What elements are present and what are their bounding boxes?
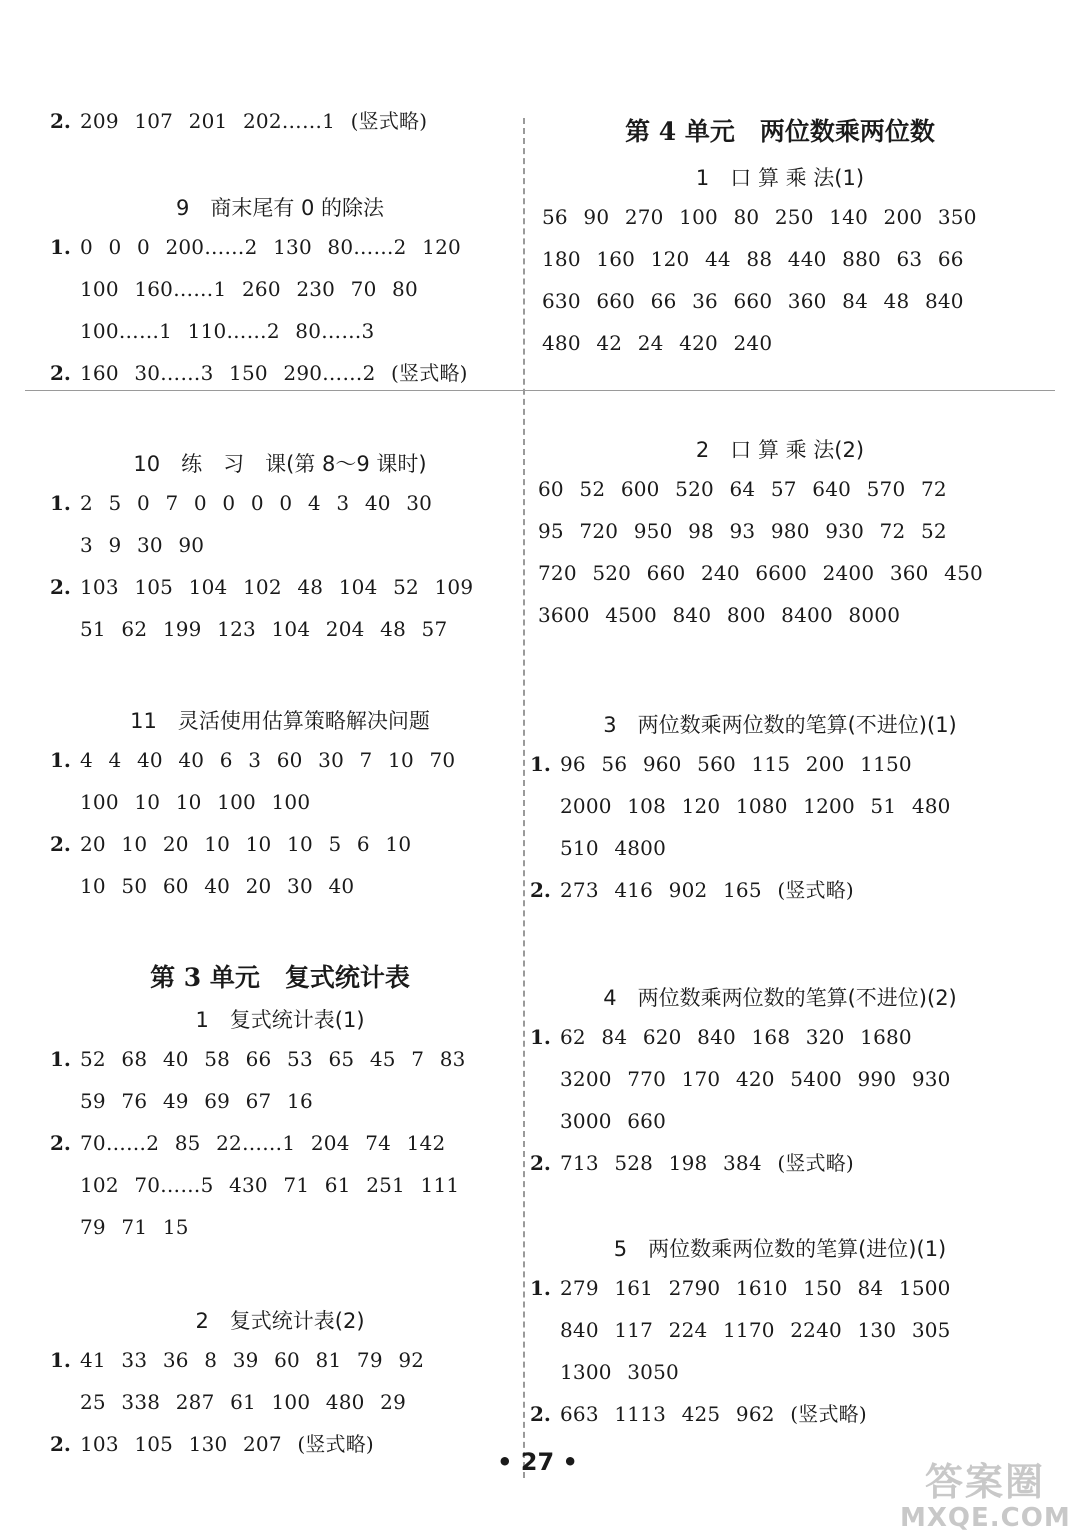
answer-line: 79 71 15 — [80, 1215, 189, 1239]
problem-2 — [50, 566, 510, 650]
answer-line: 510 4800 — [560, 836, 667, 860]
problem-number: 2. — [50, 575, 71, 599]
problem-number: 2. — [530, 878, 551, 902]
unit-4-section-3 — [530, 707, 1030, 911]
section-title: 2 复式统计表(2) — [195, 1309, 365, 1333]
problem-2 — [530, 1142, 1030, 1184]
problem-1 — [50, 1038, 510, 1122]
section-title: 1 口 算 乘 法(1) — [695, 166, 865, 190]
answer-line: 3600 4500 840 800 8400 8000 — [538, 603, 901, 627]
problem-number: 1. — [50, 491, 71, 515]
unit-title: 第 3 单元 复式统计表 — [150, 963, 410, 992]
section-title: 10 练 习 课(第 8～9 课时) — [133, 452, 427, 476]
answer-line: 100 10 10 100 100 — [80, 790, 311, 814]
answer-line: 180 160 120 44 88 440 880 63 66 — [542, 247, 964, 271]
section-9 — [50, 190, 510, 394]
section-11 — [50, 703, 510, 907]
answer-line: 95 720 950 98 93 980 930 72 52 — [538, 519, 947, 543]
unit-title: 第 4 单元 两位数乘两位数 — [625, 117, 935, 146]
problem-2 — [50, 823, 510, 907]
section-title: 1 复式统计表(1) — [195, 1008, 365, 1032]
answer-line: 209 107 201 202……1 (竖式略) — [80, 109, 428, 133]
unit-4-section-5 — [530, 1231, 1030, 1435]
answer-line: 41 33 36 8 39 60 81 79 92 — [80, 1348, 425, 1372]
problem-2 — [50, 100, 510, 142]
answer-line: 3200 770 170 420 5400 990 930 — [560, 1067, 951, 1091]
answer-line: 4 4 40 40 6 3 60 30 7 10 70 — [80, 748, 456, 772]
section-title: 2 口 算 乘 法(2) — [695, 438, 865, 462]
problem-2 — [50, 1122, 510, 1248]
problem-number: 2. — [50, 832, 71, 856]
answer-line: 160 30……3 150 290……2 (竖式略) — [80, 361, 468, 385]
section-10 — [50, 446, 510, 650]
unit-4-section-1 — [530, 160, 1030, 364]
problem-number: 2. — [50, 1432, 71, 1456]
answer-line: 713 528 198 384 (竖式略) — [560, 1151, 854, 1175]
problem-1 — [530, 1016, 1030, 1142]
problem-1 — [530, 743, 1030, 869]
problem-1 — [50, 482, 510, 566]
answer-line: 1300 3050 — [560, 1360, 679, 1384]
watermark-text: 答案圈 — [924, 1460, 1045, 1504]
problem-1 — [530, 1267, 1030, 1393]
answer-line: 840 117 224 1170 2240 130 305 — [560, 1318, 951, 1342]
answer-line: 103 105 130 207 (竖式略) — [80, 1432, 374, 1456]
watermark-url: MXQE.COM — [900, 1503, 1071, 1533]
problem-1 — [50, 226, 510, 352]
problem-number: 1. — [530, 752, 551, 776]
unit-4-section-2 — [530, 432, 1030, 636]
unit-3-title-block — [50, 958, 510, 998]
section-title: 9 商末尾有 0 的除法 — [175, 196, 385, 220]
problem-2 — [530, 869, 1030, 911]
answer-line: 3000 660 — [560, 1109, 667, 1133]
answer-line: 103 105 104 102 48 104 52 109 — [80, 575, 474, 599]
watermark-logo — [900, 1460, 1070, 1532]
section-title: 4 两位数乘两位数的笔算(不进位)(2) — [603, 986, 957, 1010]
answer-line: 51 62 199 123 104 204 48 57 — [80, 617, 448, 641]
answer-line: 3 9 30 90 — [80, 533, 205, 557]
unit-3-section-2 — [50, 1303, 510, 1465]
answer-line: 70……2 85 22……1 204 74 142 — [80, 1131, 446, 1155]
problem-2 — [530, 1393, 1030, 1435]
problem-number: 1. — [530, 1276, 551, 1300]
answer-line: 100……1 110……2 80……3 — [80, 319, 375, 343]
answer-line: 720 520 660 240 6600 2400 360 450 — [538, 561, 983, 585]
problem-number: 1. — [50, 1348, 71, 1372]
column-divider — [523, 118, 525, 1478]
problem-number: 1. — [50, 748, 71, 772]
answer-line: 96 56 960 560 115 200 1150 — [560, 752, 912, 776]
page-number: • 27 • — [497, 1448, 578, 1476]
unit-4-title-block — [530, 112, 1030, 152]
answer-line: 279 161 2790 1610 150 84 1500 — [560, 1276, 951, 1300]
unit-3-section-1 — [50, 1002, 510, 1248]
answer-line: 52 68 40 58 66 53 65 45 7 83 — [80, 1047, 466, 1071]
problem-1 — [50, 1339, 510, 1423]
answer-line: 56 90 270 100 80 250 140 200 350 — [542, 205, 977, 229]
section-title: 11 灵活使用估算策略解决问题 — [130, 709, 430, 733]
answer-line: 60 52 600 520 64 57 640 570 72 — [538, 477, 947, 501]
section-title: 3 两位数乘两位数的笔算(不进位)(1) — [603, 713, 957, 737]
answer-line: 273 416 902 165 (竖式略) — [560, 878, 854, 902]
answer-line: 59 76 49 69 67 16 — [80, 1089, 313, 1113]
problem-1 — [50, 739, 510, 823]
answer-line: 2 5 0 7 0 0 0 0 4 3 40 30 — [80, 491, 433, 515]
answer-line: 20 10 20 10 10 10 5 6 10 — [80, 832, 412, 856]
problem-2 — [50, 352, 510, 394]
problem-number: 2. — [50, 109, 71, 133]
answers — [530, 468, 1030, 636]
answer-line: 2000 108 120 1080 1200 51 480 — [560, 794, 951, 818]
problem-number: 2. — [530, 1151, 551, 1175]
problem-number: 1. — [50, 235, 71, 259]
problem-number: 2. — [50, 361, 71, 385]
answer-line: 630 660 66 36 660 360 84 48 840 — [542, 289, 964, 313]
section-title: 5 两位数乘两位数的笔算(进位)(1) — [613, 1237, 947, 1261]
left-top-block — [50, 100, 510, 142]
answer-line: 480 42 24 420 240 — [542, 331, 773, 355]
problem-number: 1. — [50, 1047, 71, 1071]
answer-line: 102 70……5 430 71 61 251 111 — [80, 1173, 460, 1197]
problem-number: 2. — [50, 1131, 71, 1155]
problem-number: 1. — [530, 1025, 551, 1049]
answer-line: 10 50 60 40 20 30 40 — [80, 874, 355, 898]
answer-line: 0 0 0 200……2 130 80……2 120 — [80, 235, 461, 259]
answer-line: 663 1113 425 962 (竖式略) — [560, 1402, 867, 1426]
answers — [530, 196, 1030, 364]
answer-line: 25 338 287 61 100 480 29 — [80, 1390, 406, 1414]
unit-4-section-4 — [530, 980, 1030, 1184]
problem-number: 2. — [530, 1402, 551, 1426]
answer-line: 62 84 620 840 168 320 1680 — [560, 1025, 912, 1049]
answer-line: 100 160……1 260 230 70 80 — [80, 277, 418, 301]
